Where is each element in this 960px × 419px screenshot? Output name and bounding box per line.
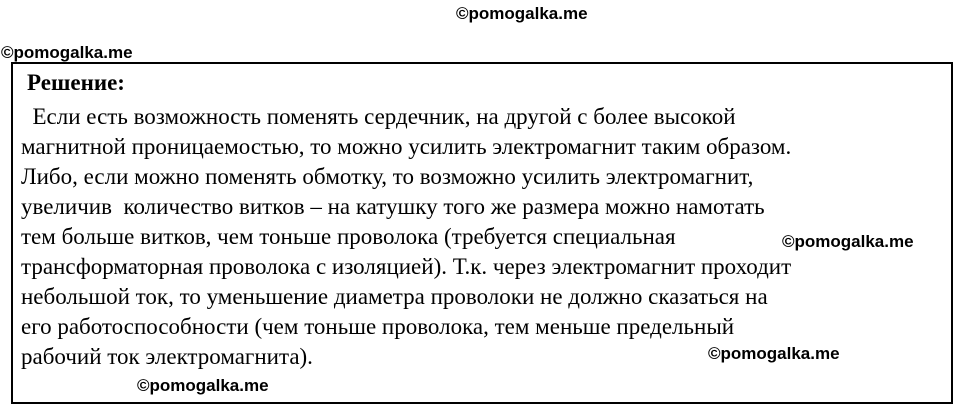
solution-line-5: тем больше витков, чем тоньше проволока (требуется специальная: [21, 224, 676, 249]
watermark-left: ©pomogalka.me: [1, 43, 133, 62]
watermark-bottom-right: ©pomogalka.me: [708, 344, 840, 363]
solution-line-7: небольшой ток, то уменьшение диаметра проволоки не должно сказаться на: [21, 284, 768, 309]
solution-line-4: увеличив количество витков – на катушку того же размера можно намотать: [21, 194, 765, 219]
solution-line-6: трансформаторная проволока с изоляцией). Т.к. через электромагнит проходит: [21, 254, 792, 279]
watermark-top: ©pomogalka.me: [456, 4, 588, 23]
solution-line-3: Либо, если можно поменять обмотку, то возможно усилить электромагнит,: [21, 164, 754, 189]
watermark-right: ©pomogalka.me: [782, 232, 914, 251]
solution-line-2: магнитной проницаемостью, то можно усилить электромагнит таким образом.: [21, 134, 792, 159]
solution-line-1: Если есть возможность поменять сердечник, на другой с более высокой: [21, 104, 736, 129]
watermark-bottom-left: ©pomogalka.me: [137, 376, 269, 395]
solution-title: Решение:: [27, 70, 125, 95]
solution-line-8: его работоспособности (чем тоньше проволока, тем меньше предельный: [21, 314, 735, 339]
solution-line-9: рабочий ток электромагнита).: [21, 344, 313, 369]
